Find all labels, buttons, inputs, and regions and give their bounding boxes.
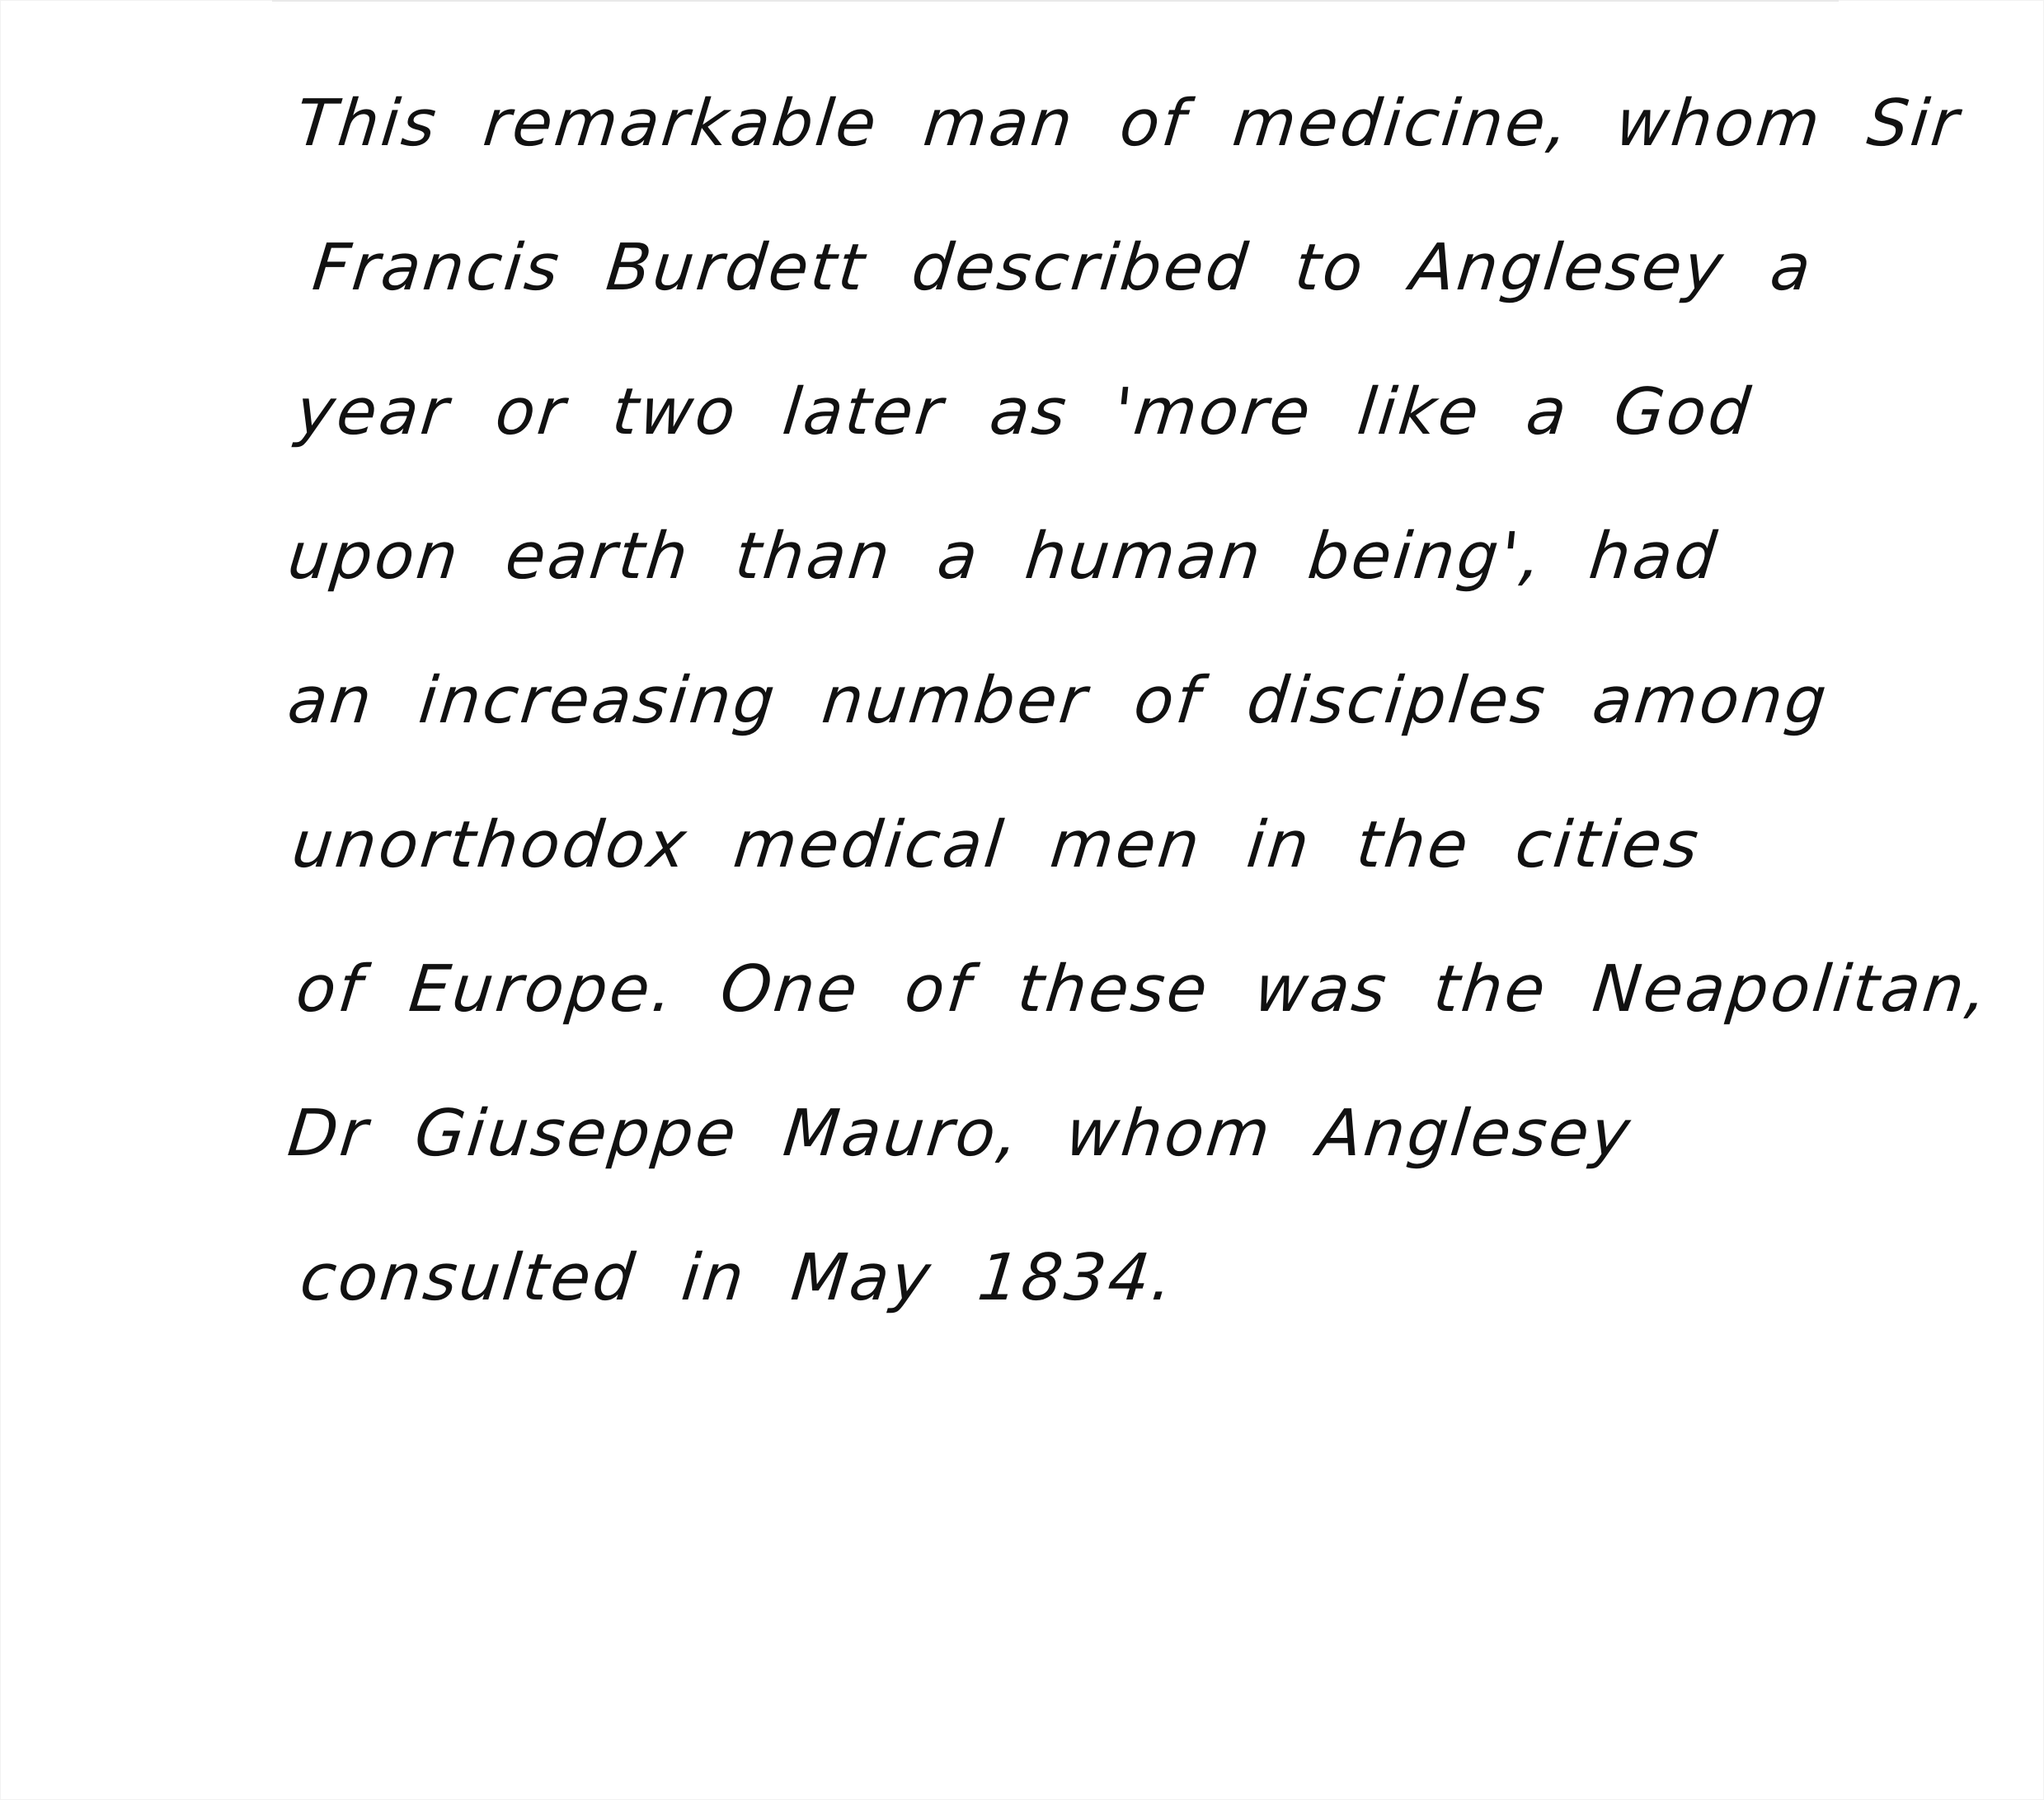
text-line-9: consulted in May 1834. xyxy=(297,1241,1179,1315)
text-line-4: upon earth than a human being', had xyxy=(284,519,1722,594)
text-line-6: unorthodox medical men in the cities xyxy=(289,808,1704,882)
text-line-2: Francis Burdett described to Anglesey a xyxy=(309,231,1817,305)
text-line-1: This remarkable man of medicine, whom Sir xyxy=(293,87,1965,161)
text-line-3: year or two later as 'more like a God xyxy=(293,375,1756,449)
text-line-7: of Europe. One of these was the Neapolitan, xyxy=(293,952,1994,1027)
text-line-8: Dr Giuseppe Mauro, whom Anglesey xyxy=(284,1097,1636,1171)
text-line-5: an increasing number of disciples among xyxy=(284,664,1833,738)
